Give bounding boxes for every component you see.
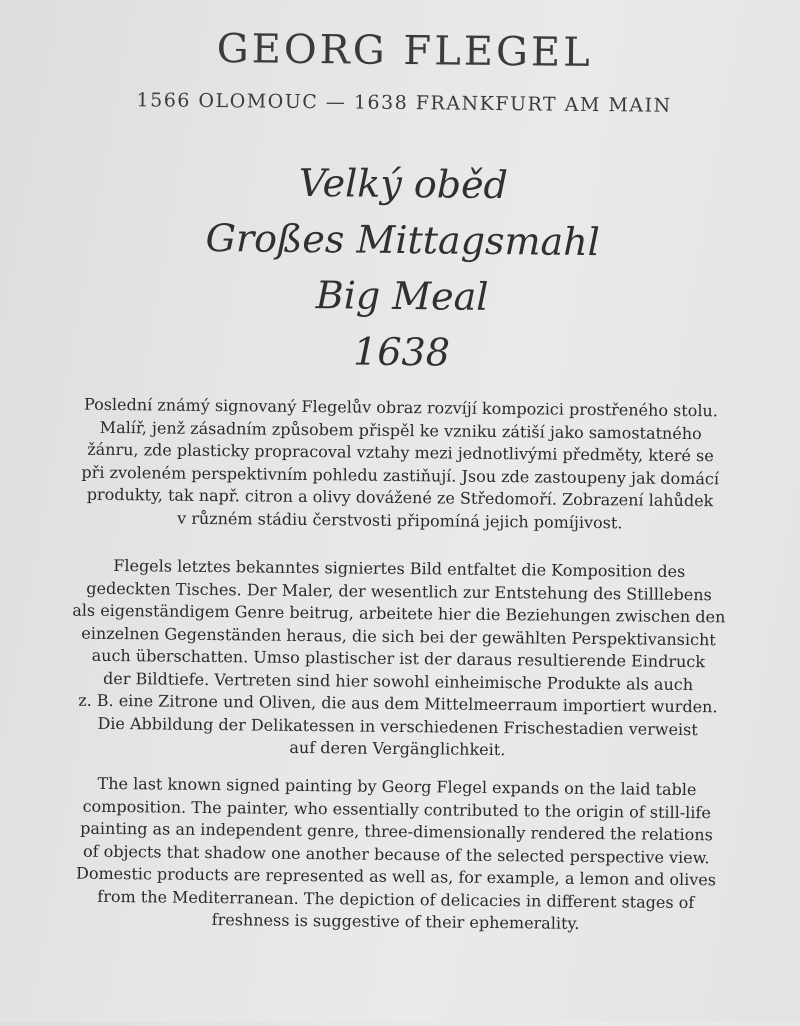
text-line: composition. The painter, who essentially contributed to the origin of still-life [82,796,711,822]
text-line: einzelnen Gegenständen heraus, die sich bei der gewählten Perspektivansicht [81,623,716,649]
artist-name: GEORG FLEGEL [216,26,593,76]
text-line: of objects that shadow one another because of the selected perspective view. [82,841,710,867]
text-line: Die Abbildung der Delikatessen in verschiedenen Frischestadien verweist [97,713,698,739]
text-line: produkty, tak např. citron a olivy dovážené ze Středomoří. Zobrazení lahůdek [86,484,714,511]
artwork-year: 1638 [352,329,451,375]
artwork-titles [1,152,800,384]
text-line: from the Mediterranean. The depiction of delicacies in different stages of [97,886,695,912]
description-german [37,554,759,764]
text-line: při zvoleném perspektivním pohledu zastiňují. Jsou zde zastoupeny jak domácí [81,462,720,488]
title-german: Großes Mittagsmahl [205,215,601,265]
title-english: Big Meal [315,273,489,319]
text-line: freshness is suggestive of their ephemerality. [211,910,580,933]
text-line: auf deren Vergänglichkeit. [289,737,506,760]
text-line: als eigenständigem Genre beitrug, arbeitete hier die Beziehungen zwischen den [72,600,726,627]
text-line: v různém stádiu čerstvosti připomíná jejich pomíjivost. [177,508,623,532]
text-line: žánru, zde plasticky propracoval vztahy mezi jednotlivými předměty, které se [87,439,714,466]
description-english [35,772,757,937]
text-line: Malíř, jenž zásadním způsobem přispěl ke vzniku zátiší jako samostatného [99,417,702,443]
text-line: der Bildtiefe. Vertreten sind hier sowohl einheimische Produkte als auch [103,668,694,694]
title-czech: Velký oběd [298,160,509,208]
text-line: The last known signed painting by Georg Flegel expands on the laid table [97,773,697,800]
text-line: Flegels letztes bekanntes signiertes Bild entfaltet die Komposition des [113,556,686,581]
description-czech [40,393,761,536]
text-line: gedeckten Tisches. Der Maler, der wesentlich zur Entstehung des Stilllebens [86,578,712,604]
text-line: Domestic products are represented as well as, for example, a lemon and olives [75,863,717,890]
text-line: painting as an independent genre, three-dimensionally rendered the relations [80,818,713,845]
artist-dates: 1566 OLOMOUC — 1638 FRANKFURT AM MAIN [136,89,672,117]
text-line: Poslední známý signovaný Flegelův obraz rozvíjí kompozici prostřeného stolu. [83,394,718,421]
text-line: z. B. eine Zitrone und Oliven, die aus dem Mittelmeerraum importiert wurden. [78,690,718,717]
text-line: auch überschatten. Umso plastischer ist der daraus resultierende Eindruck [91,645,706,672]
